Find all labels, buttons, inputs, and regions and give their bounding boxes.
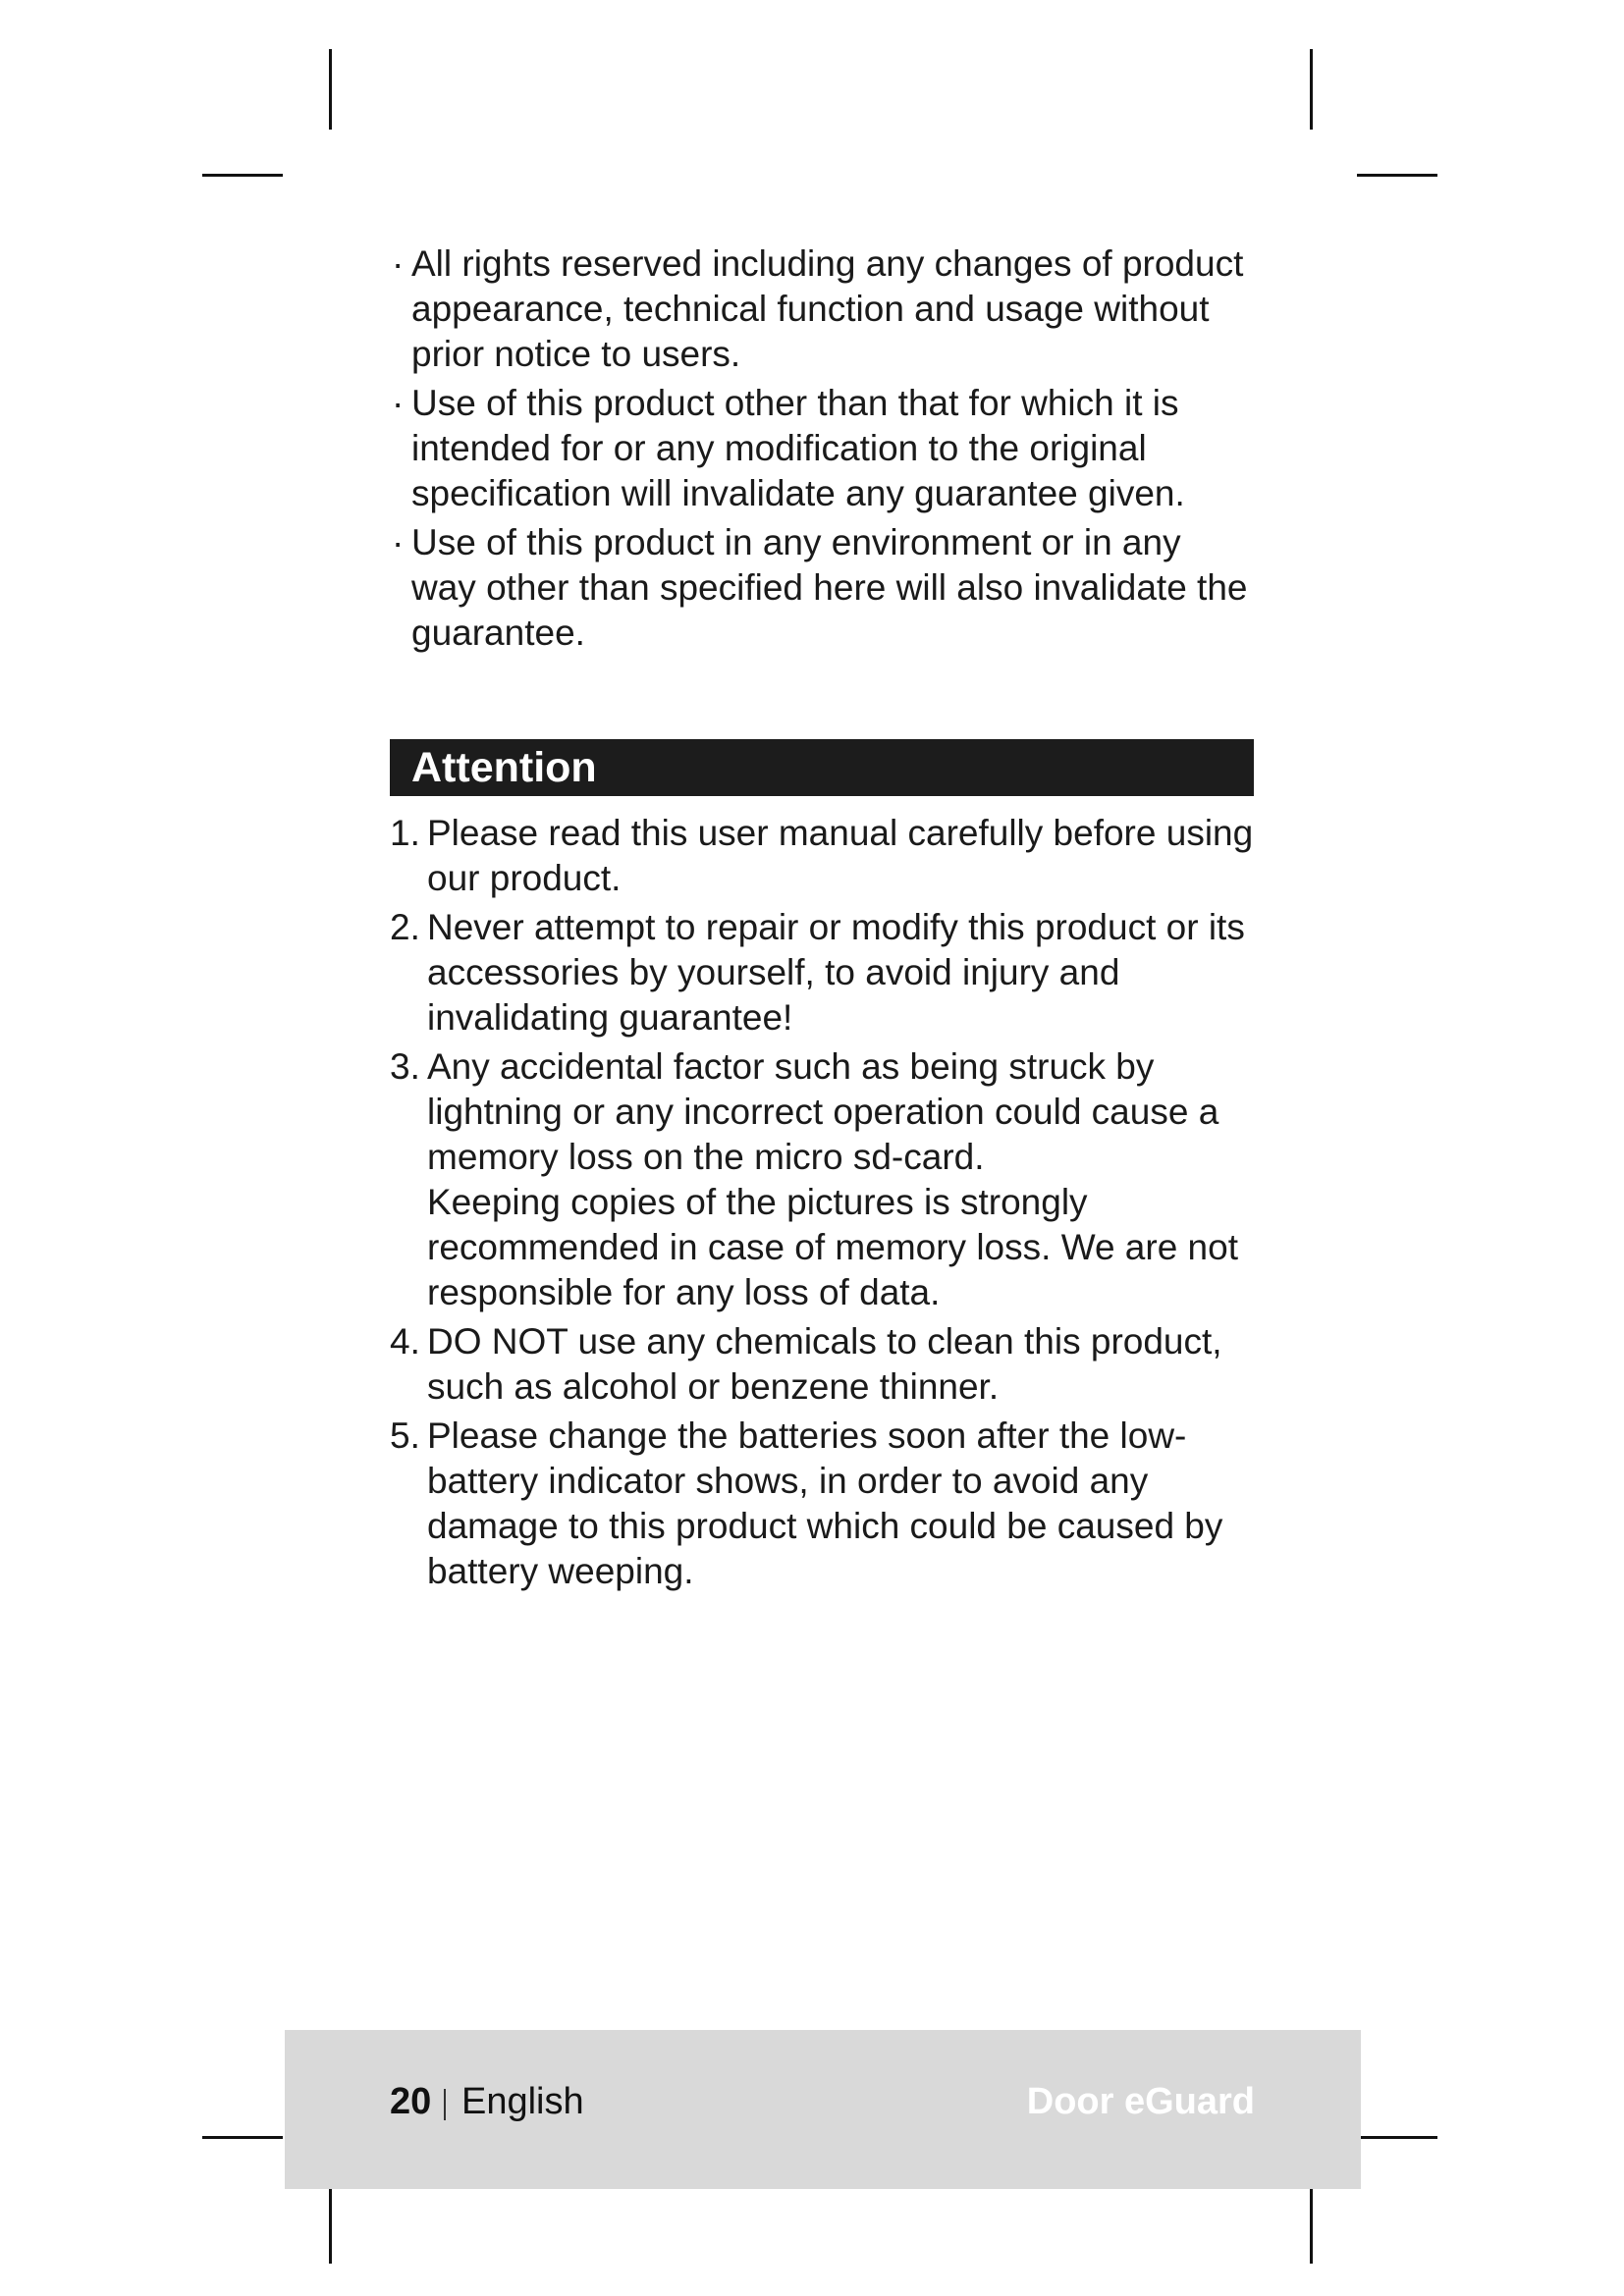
footer-separator (444, 2089, 446, 2120)
crop-mark-bottom-left-vertical (329, 2183, 332, 2264)
crop-mark-top-left-vertical (329, 49, 332, 130)
bullet-text: All rights reserved including any changes of product appearance, technical function and usage without prior notice to users. (411, 243, 1244, 374)
attention-heading-bar (390, 739, 1254, 796)
attention-item (390, 1044, 1254, 1315)
attention-item-number: 3. (390, 1046, 420, 1087)
attention-item (390, 1319, 1254, 1410)
attention-numbered-list (390, 811, 1254, 1598)
footer-product-name: Door eGuard (1026, 2081, 1255, 2122)
page-number: 20 (390, 2081, 432, 2122)
crop-mark-top-right-vertical (1310, 49, 1313, 130)
attention-item (390, 1414, 1254, 1594)
attention-item (390, 811, 1254, 901)
bullet-marker: · (392, 243, 405, 284)
attention-item-number: 4. (390, 1321, 420, 1362)
crop-mark-bottom-right-vertical (1310, 2183, 1313, 2264)
attention-item-text: Please change the batteries soon after the low-battery indicator shows, in order to avoid any damage to this product which could be caused by battery weeping. (427, 1415, 1223, 1591)
crop-mark-top-right-horizontal (1357, 174, 1437, 177)
bullet-marker: · (392, 383, 405, 423)
crop-mark-top-left-horizontal (202, 174, 283, 177)
attention-item (390, 905, 1254, 1041)
attention-item-number: 1. (390, 813, 420, 853)
attention-title: Attention (411, 744, 597, 791)
bullet-text: Use of this product in any environment or in any way other than specified here will also invalidate the guarantee. (411, 522, 1248, 653)
bullet-text: Use of this product other than that for which it is intended for or any modification to the original specification will invalidate any guarantee given. (411, 383, 1185, 513)
bullet-item (387, 520, 1251, 656)
page-footer (285, 2030, 1361, 2189)
footer-language: English (461, 2081, 584, 2122)
notice-bullet-list (387, 241, 1251, 660)
bullet-marker: · (392, 522, 405, 562)
attention-item-number: 2. (390, 907, 420, 947)
bullet-item (387, 241, 1251, 377)
crop-mark-bottom-right-horizontal (1357, 2136, 1437, 2139)
crop-mark-bottom-left-horizontal (202, 2136, 283, 2139)
attention-item-text: Please read this user manual carefully before using our product. (427, 813, 1254, 898)
bullet-item (387, 381, 1251, 516)
attention-item-number: 5. (390, 1415, 420, 1456)
attention-item-text: Never attempt to repair or modify this product or its accessories by yourself, to avoid injury and invalidating guarantee! (427, 907, 1245, 1038)
attention-item-text: Any accidental factor such as being struck by lightning or any incorrect operation could cause a memory loss on the micro sd-card. Keeping copies of the pictures is strongly recommended in case of memory loss. We are not responsible for any loss of data. (427, 1046, 1238, 1312)
attention-item-text: DO NOT use any chemicals to clean this product, such as alcohol or benzene thinner. (427, 1321, 1222, 1407)
